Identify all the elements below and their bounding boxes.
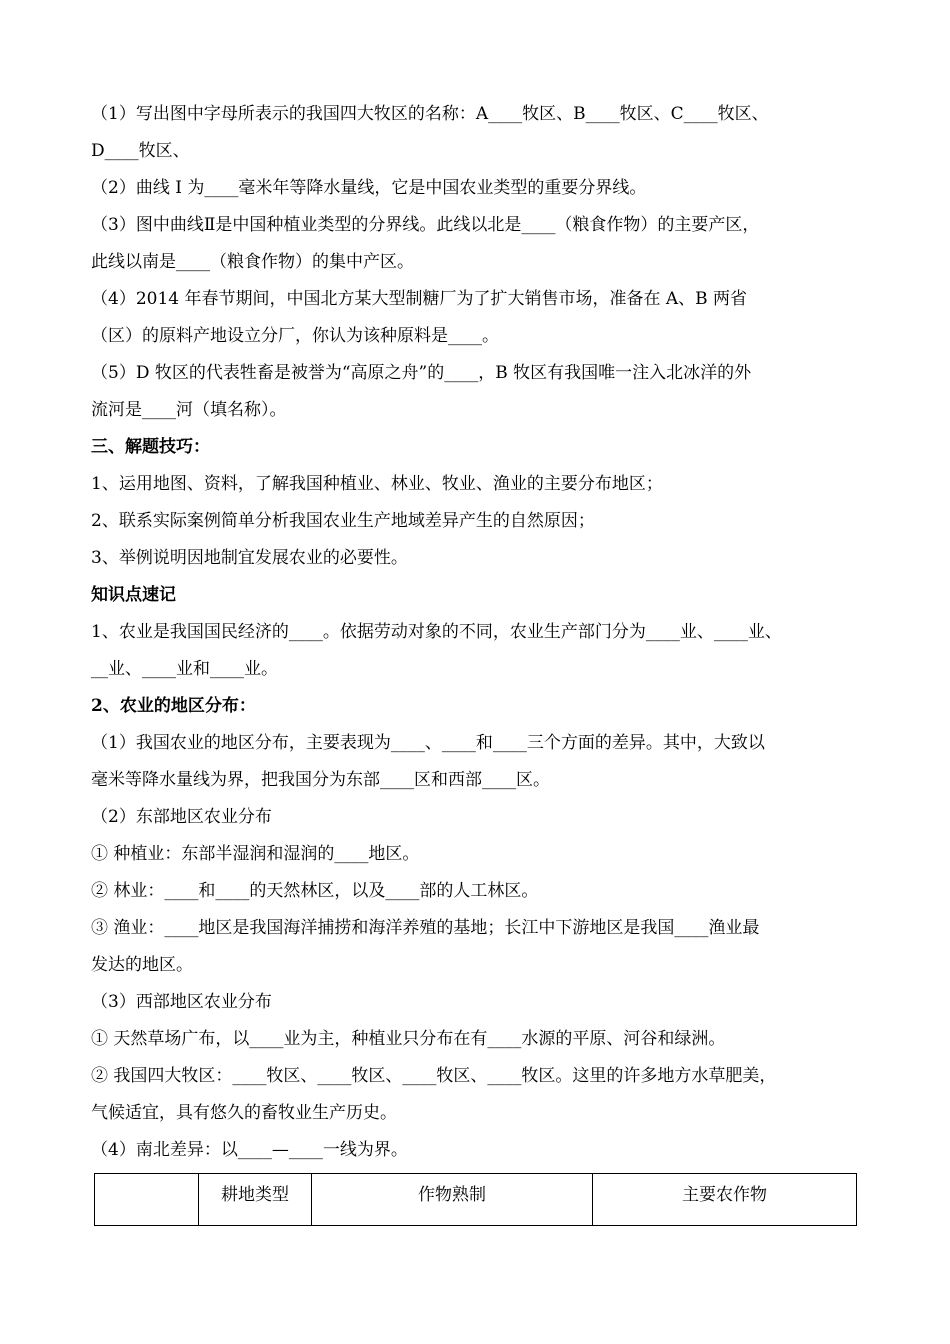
knowledge-2-2-item-1: ① 种植业：东部半湿润和湿润的____地区。 xyxy=(91,844,420,864)
table-header-row xyxy=(95,1174,857,1226)
knowledge-1-line-2: __业、____业和____业。 xyxy=(91,659,278,679)
table-header-main-crops: 主要农作物 xyxy=(593,1174,857,1226)
knowledge-2-heading: 2、农业的地区分布： xyxy=(91,696,256,716)
section-heading-knowledge: 知识点速记 xyxy=(91,585,176,605)
tip-3: 3、举例说明因地制宜发展农业的必要性。 xyxy=(91,548,408,568)
document-page xyxy=(91,96,871,1226)
knowledge-2-1-line-1: （1）我国农业的地区分布，主要表现为____、____和____三个方面的差异。其中，大致以 xyxy=(91,733,765,753)
knowledge-2-2-item-2: ② 林业：____和____的天然林区，以及____部的人工林区。 xyxy=(91,881,539,901)
knowledge-2-1-line-2: 毫米等降水量线为界，把我国分为东部____区和西部____区。 xyxy=(91,770,550,790)
knowledge-2-3-item-2-line-1: ② 我国四大牧区：____牧区、____牧区、____牧区、____牧区。这里的许多地方水草肥美， xyxy=(91,1066,777,1086)
question-3-line-1: （3）图中曲线Ⅱ是中国种植业类型的分界线。此线以北是____（粮食作物）的主要产区， xyxy=(91,215,760,235)
knowledge-2-2-heading: （2）东部地区农业分布 xyxy=(91,807,272,827)
question-3-line-2: 此线以南是____（粮食作物）的集中产区。 xyxy=(91,252,414,272)
knowledge-2-3-item-2-line-2: 气候适宜，具有悠久的畜牧业生产历史。 xyxy=(91,1103,397,1123)
table-header-farmland-type: 耕地类型 xyxy=(199,1174,312,1226)
question-4-line-1: （4）2014 年春节期间，中国北方某大型制糖厂为了扩大销售市场，准备在 A、B 两省 xyxy=(91,289,748,309)
knowledge-2-2-item-3-line-1: ③ 渔业：____地区是我国海洋捕捞和海洋养殖的基地；长江中下游地区是我国____渔业最 xyxy=(91,918,760,938)
tip-2: 2、联系实际案例简单分析我国农业生产地域差异产生的自然原因； xyxy=(91,511,595,531)
question-5-line-1: （5）D 牧区的代表牲畜是被誉为“高原之舟”的____，B 牧区有我国唯一注入北冰洋的外 xyxy=(91,363,752,383)
agriculture-table xyxy=(94,1173,857,1226)
section-heading-tips: 三、解题技巧： xyxy=(91,437,210,457)
question-1-line-1: （1）写出图中字母所表示的我国四大牧区的名称：A____牧区、B____牧区、C____牧区、 xyxy=(91,104,769,124)
tip-1: 1、运用地图、资料，了解我国种植业、林业、牧业、渔业的主要分布地区； xyxy=(91,474,663,494)
knowledge-2-3-item-1: ① 天然草场广布，以____业为主，种植业只分布在有____水源的平原、河谷和绿洲。 xyxy=(91,1029,726,1049)
question-5-line-2: 流河是____河（填名称）。 xyxy=(91,400,287,420)
knowledge-2-2-item-3-line-2: 发达的地区。 xyxy=(91,955,193,975)
table-header-empty xyxy=(95,1174,199,1226)
knowledge-2-4-heading: （4）南北差异：以____—____一线为界。 xyxy=(91,1140,408,1160)
question-2: （2）曲线 I 为____毫米年等降水量线，它是中国农业类型的重要分界线。 xyxy=(91,178,647,198)
question-1-line-2: D____牧区、 xyxy=(91,141,190,161)
table-header-cropping-system: 作物熟制 xyxy=(312,1174,593,1226)
knowledge-1-line-1: 1、农业是我国国民经济的____。依据劳动对象的不同，农业生产部门分为____业、____业、 xyxy=(91,622,782,642)
knowledge-2-3-heading: （3）西部地区农业分布 xyxy=(91,992,272,1012)
question-4-line-2: （区）的原料产地设立分厂，你认为该种原料是____。 xyxy=(91,326,499,346)
